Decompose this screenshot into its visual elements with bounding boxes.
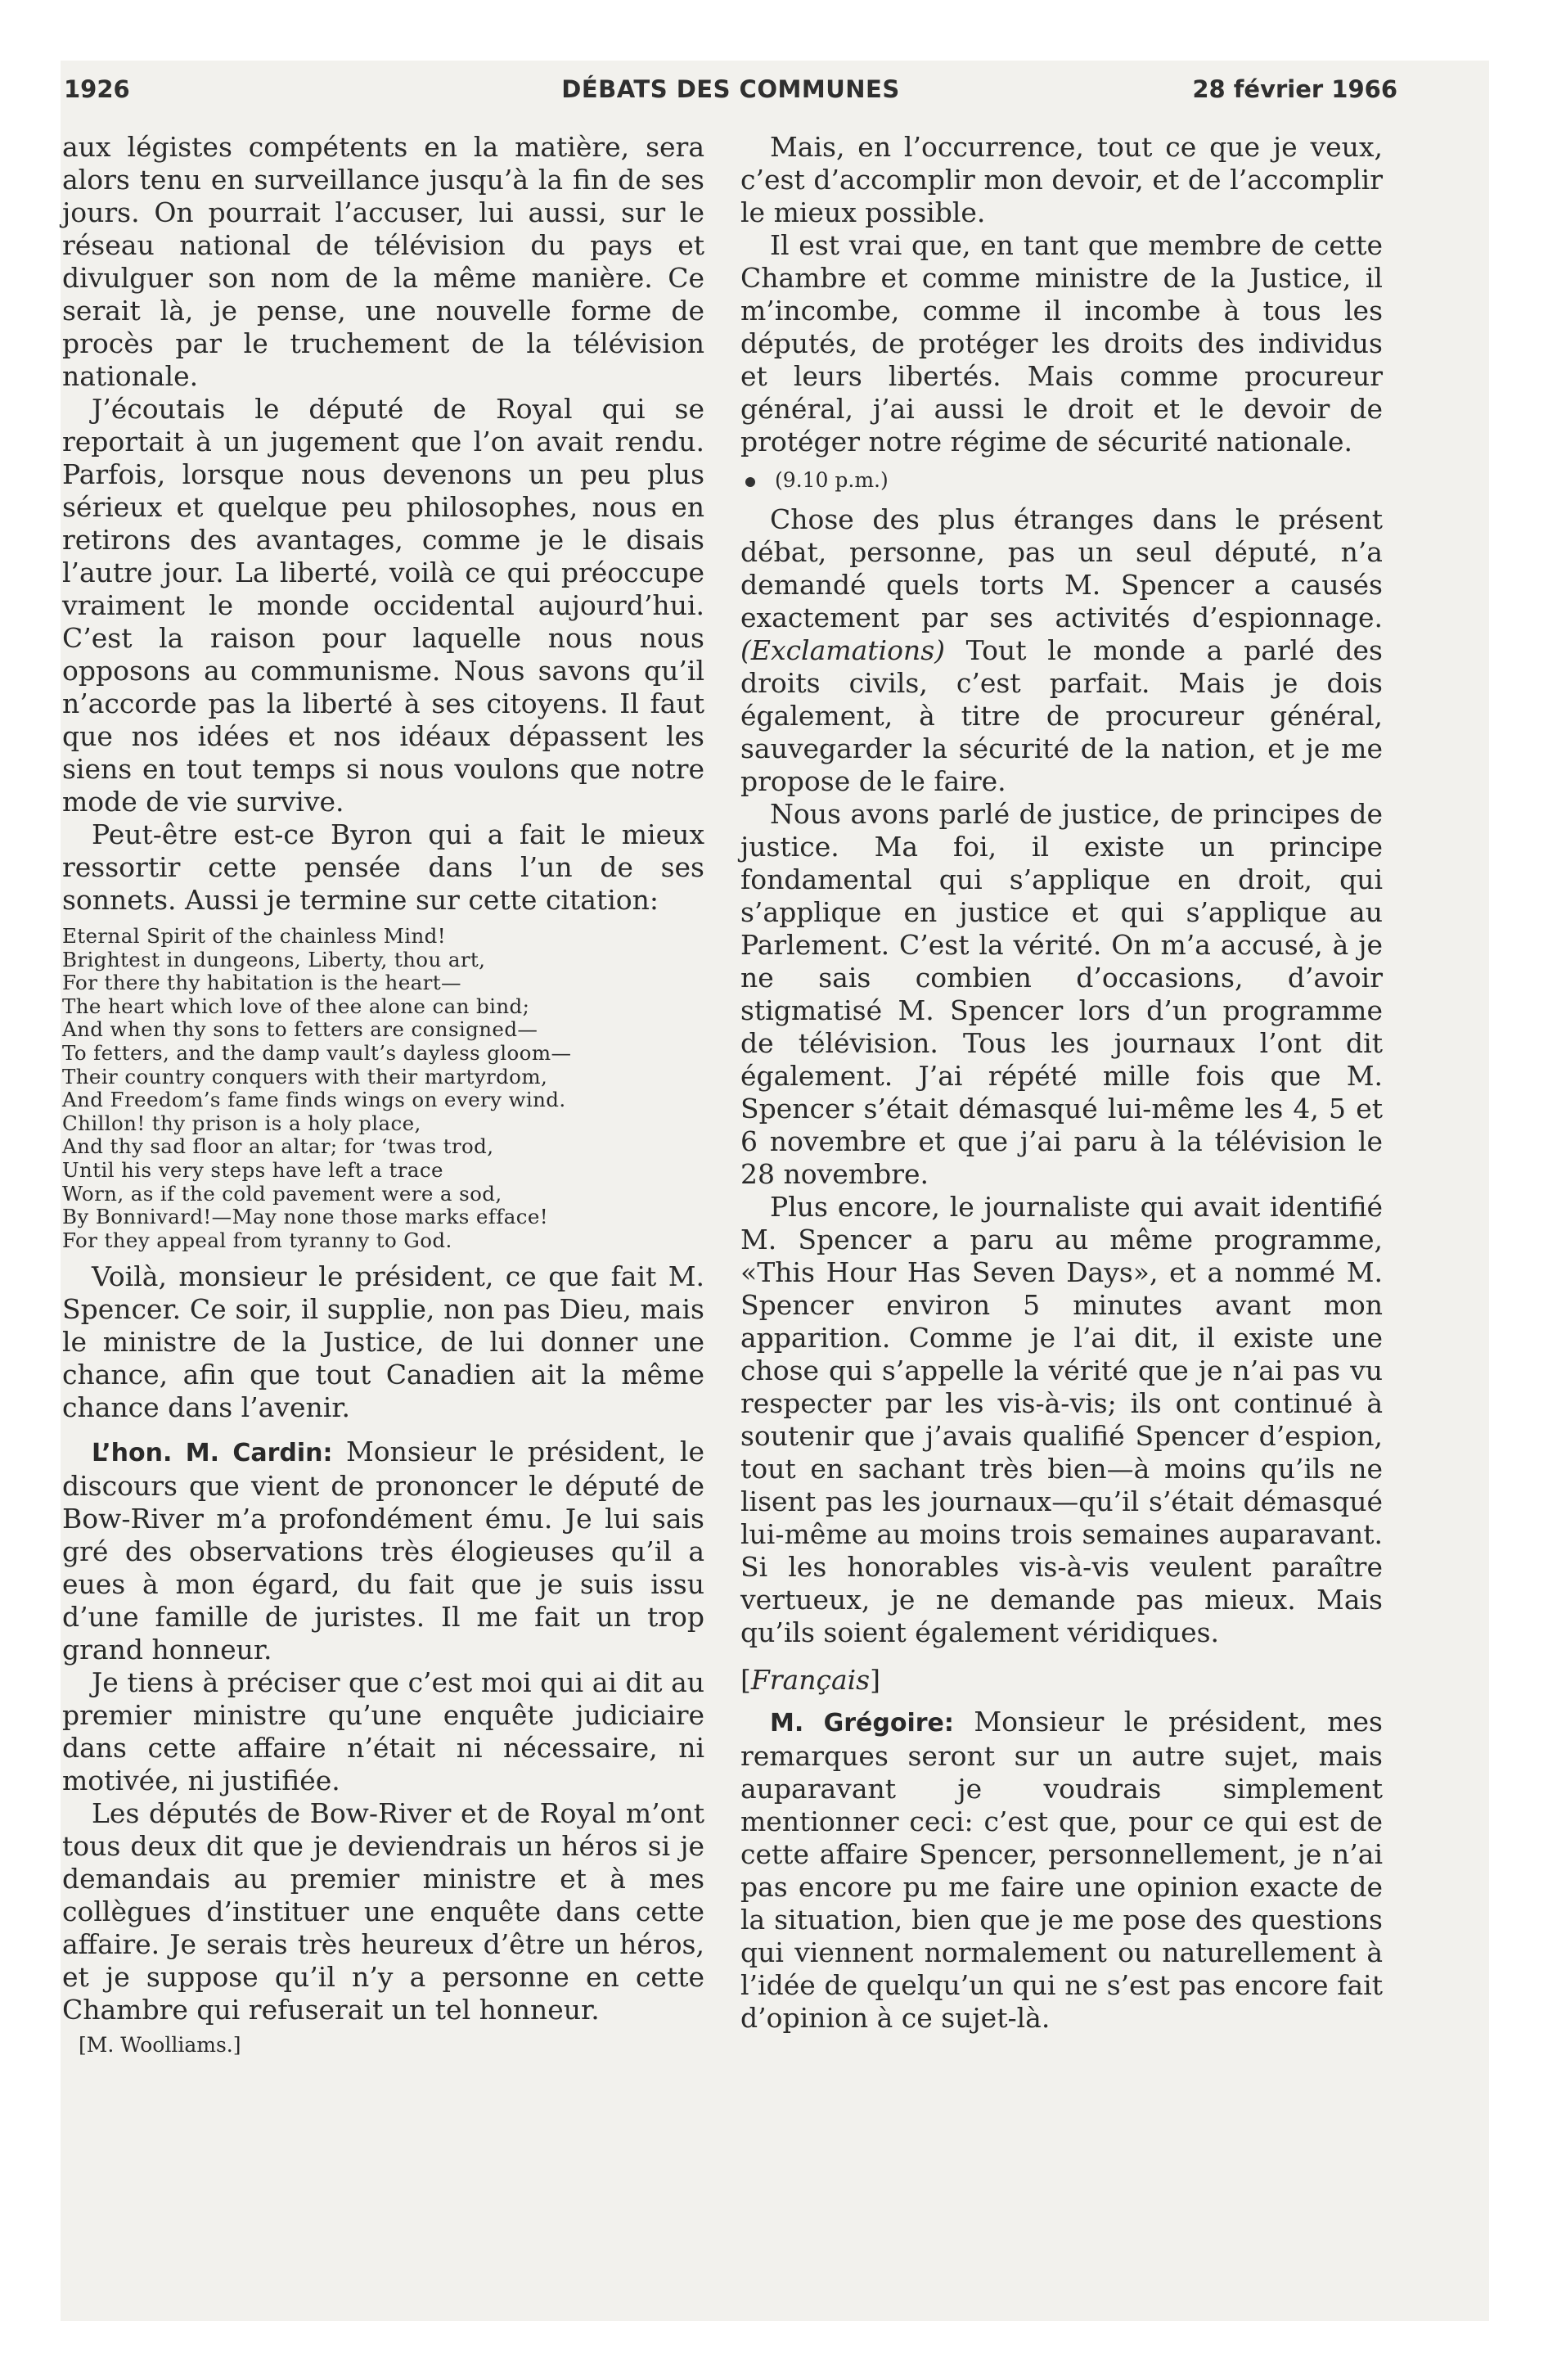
speaker-name: L’hon. M. Cardin:: [92, 1439, 333, 1468]
speech-text: Monsieur le président, le discours que vient de prononcer le député de Bow-River m’a profondément ému. Je lui sais gré des observations très élogieuses qu’il a eues à mon égard, du fait que je suis issu d’une famille de juristes. Il me fait un trop grand honneur.: [62, 1436, 704, 1666]
paragraph: Il est vrai que, en tant que membre de cette Chambre et comme ministre de la Justice, il m’incombe, comme il incombe à tous les députés, de protéger les droits des individus et leurs libertés. Mais comme procureur général, j’ai aussi le droit et le devoir de protéger notre régime de sécurité nationale.: [740, 229, 1383, 458]
paragraph-text: Chose des plus étranges dans le présent débat, personne, pas un seul député, n’a demandé quels torts M. Spencer a causés exactement par ses activités d’espionnage.: [740, 503, 1383, 633]
paragraph: [740, 503, 1383, 798]
poem-line: And Freedom’s fame finds wings on every wind.: [62, 1088, 566, 1112]
paragraph: Les députés de Bow-River et de Royal m’ont tous deux dit que je deviendrais un héros si je demandais au premier ministre et à mes collègues d’instituer une enquête dans cette affaire. Je serais très heureux d’être un héros, et je suppose qu’il n’y a personne en cette Chambre qui refuserait un tel honneur.: [62, 1797, 704, 2026]
poem-line: Worn, as if the cold pavement were a sod,: [62, 1181, 502, 1206]
poem-line: Chillon! thy prison is a holy place,: [62, 1111, 421, 1135]
poem-line: And when thy sons to fetters are consigned—: [62, 1017, 538, 1042]
poem-line: Until his very steps have left a trace: [62, 1157, 443, 1182]
paragraph: Nous avons parlé de justice, de principes de justice. Ma foi, il existe un principe fondamental qui s’applique en droit, qui s’applique en justice et qui s’applique au Parlement. C’est la vérité. On m’a accusé, à je ne sais combien d’occasions, d’avoir stigmatisé M. Spencer lors d’un programme de télévision. Tous les journaux l’ont dit également. J’ai répété mille fois que M. Spencer s’était démasqué lui-même les 4, 5 et 6 novembre et que j’ai paru à la télévision le 28 novembre.: [740, 798, 1383, 1190]
poem-line: And thy sad floor an altar; for ‘twas trod,: [62, 1134, 494, 1159]
poem-quote: [62, 925, 704, 1252]
time-marker: [740, 468, 1383, 492]
paragraph: J’écoutais le député de Royal qui se reportait à un jugement que l’on avait rendu. Parfois, lorsque nous devenons un peu plus sérieux et quelque peu philosophes, nous en retirons des avantages, comme je le disais l’autre jour. La liberté, voilà ce qui préoccupe vraiment le monde occidental aujourd’hui. C’est la raison pour laquelle nous nous opposons au communisme. Nous savons qu’il n’accorde pas la liberté à ses citoyens. Il faut que nos idées et nos idéaux dépassent les siens en tout temps si nous voulons que notre mode de vie survive.: [62, 393, 704, 818]
publication-title: DÉBATS DES COMMUNES: [561, 75, 900, 103]
poem-line: For they appeal from tyranny to God.: [62, 1228, 452, 1252]
poem-line: For there thy habitation is the heart—: [62, 971, 461, 995]
bullet-icon: [745, 477, 755, 487]
paragraph: Mais, en l’occurrence, tout ce que je veux, c’est d’accomplir mon devoir, et de l’accomplir le mieux possible.: [740, 131, 1383, 228]
poem-line: Brightest in dungeons, Liberty, thou art,: [62, 947, 486, 971]
poem-line: The heart which love of thee alone can bind;: [62, 994, 530, 1018]
paragraph: Voilà, monsieur le président, ce que fait M. Spencer. Ce soir, il supplie, non pas Dieu, mais le ministre de la Justice, de lui donner une chance, afin que tout Canadien ait la même chance dans l’avenir.: [62, 1260, 704, 1424]
time-text: (9.10 p.m.): [775, 468, 889, 492]
poem-line: Eternal Spirit of the chainless Mind!: [62, 924, 446, 948]
speech-paragraph: [740, 1706, 1383, 2035]
paragraph: aux légistes compétents en la matière, sera alors tenu en surveillance jusqu’à la fin de ses jours. On pourrait l’accuser, lui aussi, sur le réseau national de télévision du pays et divulguer son nom de la même manière. Ce serait là, je pense, une nouvelle forme de procès par le truchement de la télévision nationale.: [62, 131, 704, 392]
exclamations-note: (Exclamations): [740, 634, 945, 666]
paragraph: Plus encore, le journaliste qui avait identifié M. Spencer a paru au même programme, «This Hour Has Seven Days», et a nommé M. Spencer environ 5 minutes avant mon apparition. Comme je l’ai dit, il existe une chose qui s’appelle la vérité que je n’ai pas vu respecter par les vis-à-vis; ils ont continué à soutenir que j’avais qualifié Spencer d’espion, tout en sachant très bien—à moins qu’ils ne lisent pas les journaux—qu’il s’était démasqué lui-même au moins trois semaines auparavant. Si les honorables vis-à-vis veulent paraître vertueux, je ne demande pas mieux. Mais qu’ils soient également véridiques.: [740, 1191, 1383, 1648]
language-label: Français: [750, 1664, 871, 1696]
page-number: 1926: [64, 75, 130, 103]
speech-paragraph: [62, 1436, 704, 1666]
poem-line: By Bonnivard!—May none those marks efface!: [62, 1205, 548, 1229]
poem-line: To fetters, and the damp vault’s dayless gloom—: [62, 1040, 572, 1065]
poem-line: Their country conquers with their martyrdom,: [62, 1064, 548, 1089]
language-marker: [Français]: [740, 1664, 880, 1696]
speaker-footnote: [M. Woolliams.]: [79, 2033, 241, 2058]
speaker-name: M. Grégoire:: [770, 1709, 954, 1738]
page-date: 28 février 1966: [1192, 75, 1397, 103]
paragraph: Je tiens à préciser que c’est moi qui ai dit au premier ministre qu’une enquête judiciaire dans cette affaire n’était ni nécessaire, ni motivée, ni justifiée.: [62, 1666, 704, 1797]
speech-text: Monsieur le président, mes remarques seront sur un autre sujet, mais auparavant je voudrais simplement mentionner ceci: c’est que, pour ce qui est de cette affaire Spencer, personnellement, je n’ai pas encore pu me faire une opinion exacte de la situation, bien que je me pose des questions qui viennent normalement ou naturellement à l’idée de quelqu’un qui ne s’est pas encore fait d’opinion à ce sujet-là.: [740, 1706, 1383, 2034]
page-header: [64, 75, 1397, 116]
left-column: [62, 131, 704, 2057]
paragraph: Peut-être est-ce Byron qui a fait le mieux ressortir cette pensée dans l’un de ses sonnets. Aussi je termine sur cette citation:: [62, 818, 704, 916]
paragraph-text: Tout le monde a parlé des droits civils, c’est parfait. Mais je dois également, à titre de procureur général, sauvegarder la sécurité de la nation, et je me propose de le faire.: [740, 634, 1383, 797]
right-column: [740, 131, 1383, 2035]
